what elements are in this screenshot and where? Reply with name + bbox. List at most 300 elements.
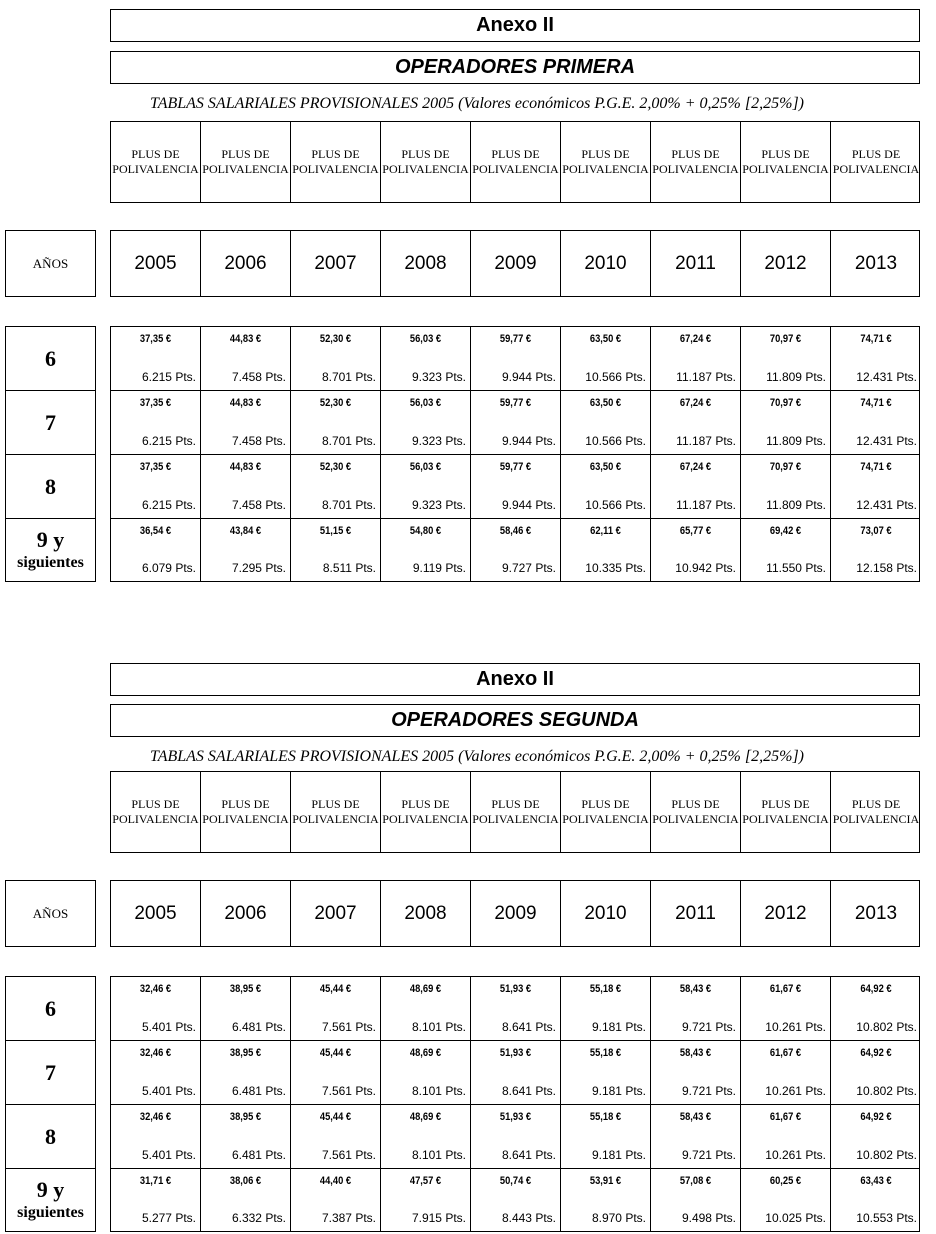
euro-value: 58,43 €: [679, 1111, 712, 1123]
pts-value: 12.431 Pts.: [856, 498, 917, 512]
years-header-row: [110, 230, 920, 297]
pts-value: 11.187 Pts.: [676, 370, 736, 384]
pts-value: 11.550 Pts.: [766, 561, 826, 575]
euro-value: 32,46 €: [139, 1111, 172, 1123]
row-label-main: 7: [45, 409, 56, 435]
euro-value: 58,43 €: [679, 983, 712, 995]
euro-value: 58,46 €: [499, 525, 532, 537]
data-cell: [201, 455, 291, 518]
year-header: 2010: [561, 881, 651, 946]
euro-value: 56,03 €: [409, 333, 442, 345]
pts-value: 6.215 Pts.: [141, 370, 196, 384]
euro-value: 67,24 €: [679, 397, 712, 409]
data-cell: [741, 455, 831, 518]
year-header: 2005: [111, 231, 201, 296]
euro-value: 51,93 €: [499, 1047, 532, 1059]
euro-value: 45,44 €: [319, 1047, 352, 1059]
data-cell: [291, 1169, 381, 1231]
data-rows: [5, 326, 920, 582]
pts-value: 11.809 Pts.: [766, 498, 826, 512]
row-cells: [110, 326, 920, 390]
pts-value: 9.727 Pts.: [501, 561, 556, 575]
pts-value: 9.181 Pts.: [591, 1020, 646, 1034]
pts-value: 7.458 Pts.: [231, 434, 286, 448]
euro-value: 51,93 €: [499, 983, 532, 995]
euro-value: 36,54 €: [139, 525, 172, 537]
year-header: 2007: [291, 231, 381, 296]
plus-label: PLUS DE POLIVALENCIA: [651, 772, 741, 852]
table-subtitle: TABLAS SALARIALES PROVISIONALES 2005 (Valores económicos P.G.E. 2,00% + 0,25% [2,25%]): [150, 748, 804, 765]
pts-value: 5.401 Pts.: [141, 1020, 196, 1034]
pts-value: 9.323 Pts.: [411, 434, 466, 448]
row-label: [5, 454, 96, 518]
pts-value: 8.101 Pts.: [411, 1084, 466, 1098]
data-cell: [381, 327, 471, 390]
row-label: [5, 1168, 96, 1232]
row-cells: [110, 390, 920, 454]
euro-value: 63,50 €: [589, 461, 622, 473]
data-cell: [561, 519, 651, 581]
table-row: [5, 1104, 920, 1168]
pts-value: 9.119 Pts.: [412, 561, 466, 575]
euro-value: 52,30 €: [319, 397, 352, 409]
data-cell: [201, 327, 291, 390]
year-header: 2005: [111, 881, 201, 946]
data-cell: [201, 391, 291, 454]
euro-value: 59,77 €: [499, 333, 532, 345]
row-cells: [110, 1040, 920, 1104]
row-label-main: 6: [45, 345, 56, 371]
euro-value: 48,69 €: [409, 1111, 442, 1123]
pts-value: 7.458 Pts.: [231, 498, 286, 512]
euro-value: 50,74 €: [499, 1175, 532, 1187]
data-cell: [381, 519, 471, 581]
pts-value: 11.187 Pts.: [676, 498, 736, 512]
pts-value: 6.481 Pts.: [231, 1020, 286, 1034]
pts-value: 5.401 Pts.: [141, 1084, 196, 1098]
data-cell: [381, 1169, 471, 1231]
table-row: [5, 454, 920, 518]
row-label-main: 8: [45, 473, 56, 499]
euro-value: 38,95 €: [229, 983, 262, 995]
data-cell: [741, 1169, 831, 1231]
euro-value: 59,77 €: [499, 461, 532, 473]
euro-value: 37,35 €: [139, 397, 172, 409]
euro-value: 48,69 €: [409, 1047, 442, 1059]
plus-label: PLUS DE POLIVALENCIA: [561, 122, 651, 202]
euro-value: 38,95 €: [229, 1111, 262, 1123]
year-header: 2013: [854, 252, 898, 274]
euro-value: 70,97 €: [769, 333, 802, 345]
data-cell: [741, 1105, 831, 1168]
data-cell: [741, 977, 831, 1040]
row-label-main: 9 y: [36, 1177, 65, 1202]
pts-value: 9.323 Pts.: [411, 370, 466, 384]
table-row: [5, 518, 920, 582]
euro-value: 73,07 €: [860, 525, 892, 537]
row-label: [5, 1040, 96, 1104]
pts-value: 10.802 Pts.: [856, 1084, 917, 1098]
data-cell: [831, 455, 921, 518]
euro-value: 55,18 €: [589, 983, 622, 995]
pts-value: 12.158 Pts.: [856, 561, 917, 575]
plus-label: PLUS DE POLIVALENCIA: [741, 772, 831, 852]
plus-label: PLUS DE POLIVALENCIA: [561, 772, 651, 852]
euro-value: 74,71 €: [860, 397, 892, 409]
data-cell: [471, 455, 561, 518]
row-cells: [110, 518, 920, 582]
euro-value: 61,67 €: [769, 1047, 802, 1059]
euro-value: 31,71 €: [139, 1175, 172, 1187]
euro-value: 65,77 €: [679, 525, 712, 537]
data-cell: [471, 327, 561, 390]
euro-value: 45,44 €: [319, 1111, 352, 1123]
euro-value: 55,18 €: [589, 1047, 622, 1059]
pts-value: 5.401 Pts.: [141, 1148, 196, 1162]
data-cell: [291, 1041, 381, 1104]
data-cell: [651, 327, 741, 390]
pts-value: 6.215 Pts.: [141, 498, 196, 512]
pts-value: 9.181 Pts.: [591, 1148, 646, 1162]
pts-value: 10.025 Pts.: [765, 1211, 826, 1225]
pts-value: 8.970 Pts.: [591, 1211, 646, 1225]
data-cell: [831, 519, 921, 581]
pts-value: 7.387 Pts.: [321, 1211, 376, 1225]
pts-value: 10.553 Pts.: [856, 1211, 917, 1225]
euro-value: 37,35 €: [139, 333, 172, 345]
euro-value: 38,06 €: [229, 1175, 262, 1187]
plus-label: PLUS DE POLIVALENCIA: [471, 122, 561, 202]
pts-value: 12.431 Pts.: [856, 434, 917, 448]
table-row: [5, 1168, 920, 1232]
data-cell: [201, 519, 291, 581]
plus-label: PLUS DE POLIVALENCIA: [291, 122, 381, 202]
pts-value: 9.944 Pts.: [501, 434, 556, 448]
year-header: 2011: [651, 231, 741, 296]
annex-title: Anexo II: [110, 663, 920, 696]
row-cells: [110, 1168, 920, 1232]
data-cell: [111, 327, 201, 390]
pts-value: 6.079 Pts.: [141, 561, 196, 575]
data-cell: [111, 391, 201, 454]
pts-value: 6.481 Pts.: [231, 1148, 286, 1162]
row-label-main: 6: [45, 995, 56, 1021]
euro-value: 58,43 €: [679, 1047, 712, 1059]
data-cell: [471, 1041, 561, 1104]
euro-value: 47,57 €: [409, 1175, 442, 1187]
euro-value: 44,40 €: [319, 1175, 352, 1187]
year-header: 2008: [381, 881, 471, 946]
plus-label: PLUS DE POLIVALENCIA: [832, 147, 920, 176]
plus-label: PLUS DE POLIVALENCIA: [741, 122, 831, 202]
data-cell: [651, 1041, 741, 1104]
row-label: [5, 518, 96, 582]
euro-value: 44,83 €: [229, 461, 262, 473]
pts-value: 10.261 Pts.: [765, 1148, 826, 1162]
euro-value: 44,83 €: [229, 333, 262, 345]
pts-value: 7.561 Pts.: [321, 1084, 376, 1098]
plus-label: PLUS DE POLIVALENCIA: [111, 772, 201, 852]
plus-header-row: [110, 771, 920, 853]
euro-value: 45,44 €: [319, 983, 352, 995]
plus-label: PLUS DE POLIVALENCIA: [381, 772, 471, 852]
euro-value: 38,95 €: [229, 1047, 262, 1059]
data-cell: [831, 1105, 921, 1168]
table-subtitle: TABLAS SALARIALES PROVISIONALES 2005 (Valores económicos P.G.E. 2,00% + 0,25% [2,25%]): [150, 95, 804, 112]
data-cell: [111, 1169, 201, 1231]
euro-value: 60,25 €: [769, 1175, 802, 1187]
euro-value: 64,92 €: [860, 1111, 892, 1123]
row-label-main: 8: [45, 1123, 56, 1149]
pts-value: 9.944 Pts.: [501, 370, 556, 384]
data-cell: [651, 977, 741, 1040]
pts-value: 11.187 Pts.: [676, 434, 736, 448]
data-cell: [291, 977, 381, 1040]
euro-value: 62,11 €: [590, 525, 621, 537]
row-label: [5, 976, 96, 1040]
euro-value: 61,67 €: [769, 983, 802, 995]
data-cell: [561, 1041, 651, 1104]
pts-value: 12.431 Pts.: [856, 370, 917, 384]
pts-value: 10.802 Pts.: [856, 1148, 917, 1162]
euro-value: 56,03 €: [409, 461, 442, 473]
year-header: 2013: [854, 902, 898, 924]
data-cell: [381, 455, 471, 518]
anos-label: AÑOS: [5, 880, 96, 947]
data-cell: [831, 327, 921, 390]
pts-value: 7.561 Pts.: [321, 1148, 376, 1162]
year-header: 2006: [201, 231, 291, 296]
euro-value: 32,46 €: [139, 983, 172, 995]
data-cell: [291, 327, 381, 390]
euro-value: 54,80 €: [409, 525, 442, 537]
euro-value: 44,83 €: [229, 397, 262, 409]
pts-value: 9.721 Pts.: [681, 1020, 736, 1034]
euro-value: 74,71 €: [860, 333, 892, 345]
row-label: [5, 326, 96, 390]
row-label-sub: siguientes: [17, 1204, 84, 1221]
pts-value: 8.641 Pts.: [501, 1148, 556, 1162]
data-cell: [651, 519, 741, 581]
pts-value: 10.261 Pts.: [765, 1020, 826, 1034]
data-cell: [741, 391, 831, 454]
pts-value: 8.443 Pts.: [501, 1211, 556, 1225]
euro-value: 64,92 €: [860, 983, 892, 995]
pts-value: 7.915 Pts.: [411, 1211, 466, 1225]
pts-value: 10.566 Pts.: [585, 434, 646, 448]
euro-value: 70,97 €: [769, 461, 802, 473]
row-cells: [110, 976, 920, 1040]
year-header: 2012: [741, 881, 831, 946]
pts-value: 11.809 Pts.: [766, 434, 826, 448]
pts-value: 7.458 Pts.: [231, 370, 286, 384]
data-cell: [111, 977, 201, 1040]
pts-value: 10.566 Pts.: [585, 370, 646, 384]
pts-value: 6.332 Pts.: [231, 1211, 286, 1225]
euro-value: 32,46 €: [139, 1047, 172, 1059]
data-cell: [561, 455, 651, 518]
euro-value: 67,24 €: [679, 333, 712, 345]
year-header: 2012: [741, 231, 831, 296]
row-label: [5, 1104, 96, 1168]
data-cell: [651, 1105, 741, 1168]
pts-value: 8.641 Pts.: [501, 1084, 556, 1098]
data-cell: [471, 1169, 561, 1231]
data-cell: [381, 1105, 471, 1168]
plus-label: PLUS DE POLIVALENCIA: [291, 772, 381, 852]
euro-value: 37,35 €: [139, 461, 172, 473]
data-cell: [651, 391, 741, 454]
data-cell: [201, 1105, 291, 1168]
euro-value: 59,77 €: [499, 397, 532, 409]
pts-value: 10.802 Pts.: [856, 1020, 917, 1034]
data-cell: [471, 977, 561, 1040]
pts-value: 6.481 Pts.: [231, 1084, 286, 1098]
euro-value: 70,97 €: [769, 397, 802, 409]
data-cell: [741, 327, 831, 390]
data-cell: [741, 1041, 831, 1104]
pts-value: 5.277 Pts.: [141, 1211, 196, 1225]
data-cell: [471, 519, 561, 581]
euro-value: 69,42 €: [769, 525, 802, 537]
pts-value: 9.721 Pts.: [681, 1148, 736, 1162]
data-cell: [201, 1041, 291, 1104]
data-cell: [561, 1105, 651, 1168]
pts-value: 8.511 Pts.: [322, 561, 376, 575]
data-cell: [651, 1169, 741, 1231]
data-cell: [471, 1105, 561, 1168]
row-label: [5, 390, 96, 454]
plus-label: PLUS DE POLIVALENCIA: [381, 122, 471, 202]
year-header: 2009: [471, 881, 561, 946]
table-row: [5, 390, 920, 454]
table-title: OPERADORES PRIMERA: [110, 51, 920, 84]
pts-value: 6.215 Pts.: [141, 434, 196, 448]
plus-label: PLUS DE POLIVALENCIA: [201, 772, 291, 852]
data-cell: [111, 455, 201, 518]
pts-value: 9.323 Pts.: [411, 498, 466, 512]
pts-value: 8.101 Pts.: [411, 1148, 466, 1162]
year-header: 2008: [381, 231, 471, 296]
pts-value: 11.809 Pts.: [766, 370, 826, 384]
pts-value: 8.641 Pts.: [501, 1020, 556, 1034]
year-header: 2009: [471, 231, 561, 296]
euro-value: 56,03 €: [409, 397, 442, 409]
euro-value: 52,30 €: [319, 333, 352, 345]
pts-value: 10.261 Pts.: [765, 1084, 826, 1098]
data-cell: [561, 391, 651, 454]
data-cell: [561, 327, 651, 390]
euro-value: 57,08 €: [679, 1175, 712, 1187]
data-cell: [291, 391, 381, 454]
anos-label: AÑOS: [5, 230, 96, 297]
pts-value: 7.561 Pts.: [321, 1020, 376, 1034]
euro-value: 67,24 €: [679, 461, 712, 473]
plus-label: PLUS DE POLIVALENCIA: [201, 122, 291, 202]
pts-value: 9.498 Pts.: [681, 1211, 736, 1225]
row-cells: [110, 454, 920, 518]
year-header: 2007: [291, 881, 381, 946]
pts-value: 7.295 Pts.: [231, 561, 286, 575]
plus-label: PLUS DE POLIVALENCIA: [832, 797, 920, 826]
years-header-row: [110, 880, 920, 947]
data-cell: [381, 391, 471, 454]
data-cell: [381, 1041, 471, 1104]
pts-value: 9.721 Pts.: [681, 1084, 736, 1098]
data-cell: [291, 1105, 381, 1168]
data-cell: [111, 519, 201, 581]
pts-value: 8.701 Pts.: [321, 370, 376, 384]
plus-label: PLUS DE POLIVALENCIA: [111, 122, 201, 202]
data-cell: [471, 391, 561, 454]
table-row: [5, 326, 920, 390]
pts-value: 9.944 Pts.: [501, 498, 556, 512]
data-cell: [201, 977, 291, 1040]
euro-value: 64,92 €: [860, 1047, 892, 1059]
row-label-main: 7: [45, 1059, 56, 1085]
data-cell: [291, 519, 381, 581]
euro-value: 63,50 €: [589, 397, 622, 409]
euro-value: 74,71 €: [860, 461, 892, 473]
data-cell: [831, 391, 921, 454]
pts-value: 10.942 Pts.: [675, 561, 736, 575]
data-cell: [381, 977, 471, 1040]
annex-title: Anexo II: [110, 9, 920, 42]
euro-value: 63,43 €: [860, 1175, 892, 1187]
year-header: 2011: [651, 881, 741, 946]
euro-value: 52,30 €: [319, 461, 352, 473]
pts-value: 10.566 Pts.: [585, 498, 646, 512]
data-cell: [831, 1041, 921, 1104]
euro-value: 55,18 €: [589, 1111, 622, 1123]
data-cell: [741, 519, 831, 581]
table-row: [5, 1040, 920, 1104]
euro-value: 51,15 €: [319, 525, 352, 537]
data-cell: [561, 977, 651, 1040]
data-cell: [831, 977, 921, 1040]
data-cell: [201, 1169, 291, 1231]
year-header: 2006: [201, 881, 291, 946]
euro-value: 43,84 €: [229, 525, 262, 537]
euro-value: 53,91 €: [589, 1175, 622, 1187]
data-cell: [561, 1169, 651, 1231]
data-cell: [831, 1169, 921, 1231]
data-cell: [291, 455, 381, 518]
row-label-main: 9 y: [36, 527, 65, 552]
pts-value: 8.701 Pts.: [321, 498, 376, 512]
pts-value: 9.181 Pts.: [591, 1084, 646, 1098]
plus-label: PLUS DE POLIVALENCIA: [471, 772, 561, 852]
euro-value: 51,93 €: [499, 1111, 532, 1123]
year-header: 2010: [561, 231, 651, 296]
row-label-sub: siguientes: [17, 554, 84, 571]
pts-value: 10.335 Pts.: [585, 561, 646, 575]
pts-value: 8.101 Pts.: [411, 1020, 466, 1034]
data-cell: [651, 455, 741, 518]
euro-value: 61,67 €: [769, 1111, 802, 1123]
data-rows: [5, 976, 920, 1232]
plus-label: PLUS DE POLIVALENCIA: [651, 122, 741, 202]
table-row: [5, 976, 920, 1040]
plus-header-row: [110, 121, 920, 203]
pts-value: 8.701 Pts.: [321, 434, 376, 448]
euro-value: 63,50 €: [589, 333, 622, 345]
table-title: OPERADORES SEGUNDA: [110, 704, 920, 737]
euro-value: 48,69 €: [409, 983, 442, 995]
data-cell: [111, 1041, 201, 1104]
row-cells: [110, 1104, 920, 1168]
data-cell: [111, 1105, 201, 1168]
